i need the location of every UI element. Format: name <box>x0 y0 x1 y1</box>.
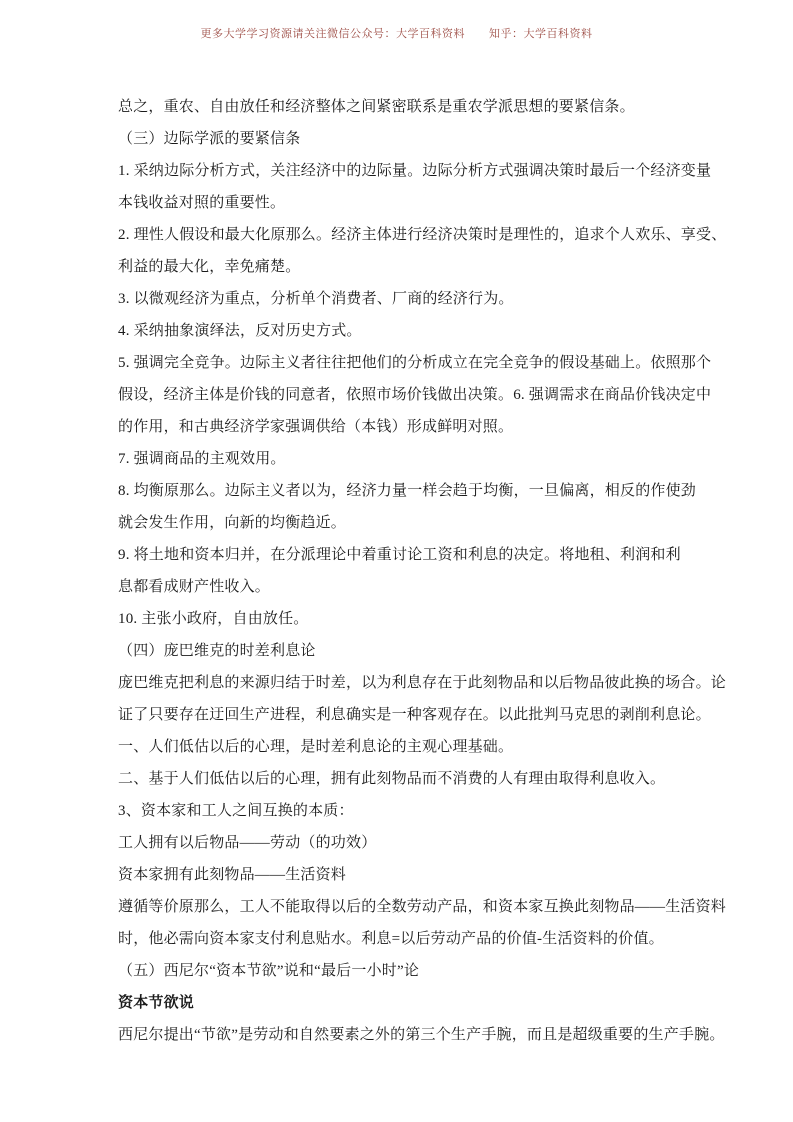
text-line: 工人拥有以后物品——劳动（的功效） <box>118 835 377 851</box>
text-line: 的作用，和古典经济学家强调供给（本钱）形成鲜明对照。 <box>118 419 514 435</box>
header-zhihu-label: 知乎：大学百科资料 <box>489 28 593 40</box>
text-line: 3. 以微观经济为重点，分析单个消费者、厂商的经济行为。 <box>118 291 514 307</box>
text-line: 遵循等价原那么，工人不能取得以后的全数劳动产品，和资本家互换此刻物品——生活资料 <box>118 899 727 915</box>
text-line: 10. 主张小政府，自由放任。 <box>118 611 309 627</box>
text-line: 1. 采纳边际分析方式，关注经济中的边际量。边际分析方式强调决策时最后一个经济变量 <box>118 163 712 179</box>
text-line: 9. 将土地和资本归并，在分派理论中着重讨论工资和利息的决定。将地租、利润和利 <box>118 547 681 563</box>
text-line: 西尼尔提出“节欲”是劳动和自然要素之外的第三个生产手腕，而且是超级重要的生产手腕。 <box>118 1027 725 1043</box>
text-line: 4. 采纳抽象演绎法，反对历史方式。 <box>118 323 362 339</box>
text-line: 息都看成财产性收入。 <box>118 579 271 595</box>
text-line: 二、基于人们低估以后的心理，拥有此刻物品而不消费的人有理由取得利息收入。 <box>118 771 666 787</box>
text-line: 假设，经济主体是价钱的同意者，依照市场价钱做出决策。6. 强调需求在商品价钱决定中 <box>118 387 712 403</box>
text-line: 庞巴维克把利息的来源归结于时差，以为利息存在于此刻物品和以后物品彼此换的场合。论 <box>118 675 727 691</box>
text-line: 利益的最大化，幸免痛楚。 <box>118 259 301 275</box>
text-line: 资本节欲说 <box>118 995 195 1011</box>
text-line: （四）庞巴维克的时差利息论 <box>118 643 316 659</box>
text-line: 7. 强调商品的主观效用。 <box>118 451 286 467</box>
text-line: 2. 理性人假设和最大化原那么。经济主体进行经济决策时是理性的，追求个人欢乐、享受、 <box>118 227 727 243</box>
text-line: 5. 强调完全竞争。边际主义者往往把他们的分析成立在完全竞争的假设基础上。依照那个 <box>118 355 712 371</box>
document-body <box>118 91 727 1051</box>
page-header <box>0 25 793 41</box>
text-line: 证了只要存在迂回生产进程，利息确实是一种客观存在。以此批判马克思的剥削利息论。 <box>118 707 711 723</box>
text-line: 总之，重农、自由放任和经济整体之间紧密联系是重农学派思想的要紧信条。 <box>118 99 635 115</box>
text-line: 3、资本家和工人之间互换的本质： <box>118 803 354 819</box>
text-line: 本钱收益对照的重要性。 <box>118 195 286 211</box>
text-line: 资本家拥有此刻物品——生活资料 <box>118 867 347 883</box>
text-line: （三）边际学派的要紧信条 <box>118 131 301 147</box>
header-wechat-label: 更多大学学习资源请关注微信公众号：大学百科资料 <box>200 28 465 40</box>
text-line: （五）西尼尔“资本节欲”说和“最后一小时”论 <box>118 963 420 979</box>
text-line: 时，他必需向资本家支付利息贴水。利息=以后劳动产品的价值-生活资料的价值。 <box>118 931 664 947</box>
text-line: 就会发生作用，向新的均衡趋近。 <box>118 515 347 531</box>
text-line: 8. 均衡原那么。边际主义者以为，经济力量一样会趋于均衡，一旦偏离，相反的作使劲 <box>118 483 697 499</box>
text-line: 一、人们低估以后的心理，是时差利息论的主观心理基础。 <box>118 739 514 755</box>
